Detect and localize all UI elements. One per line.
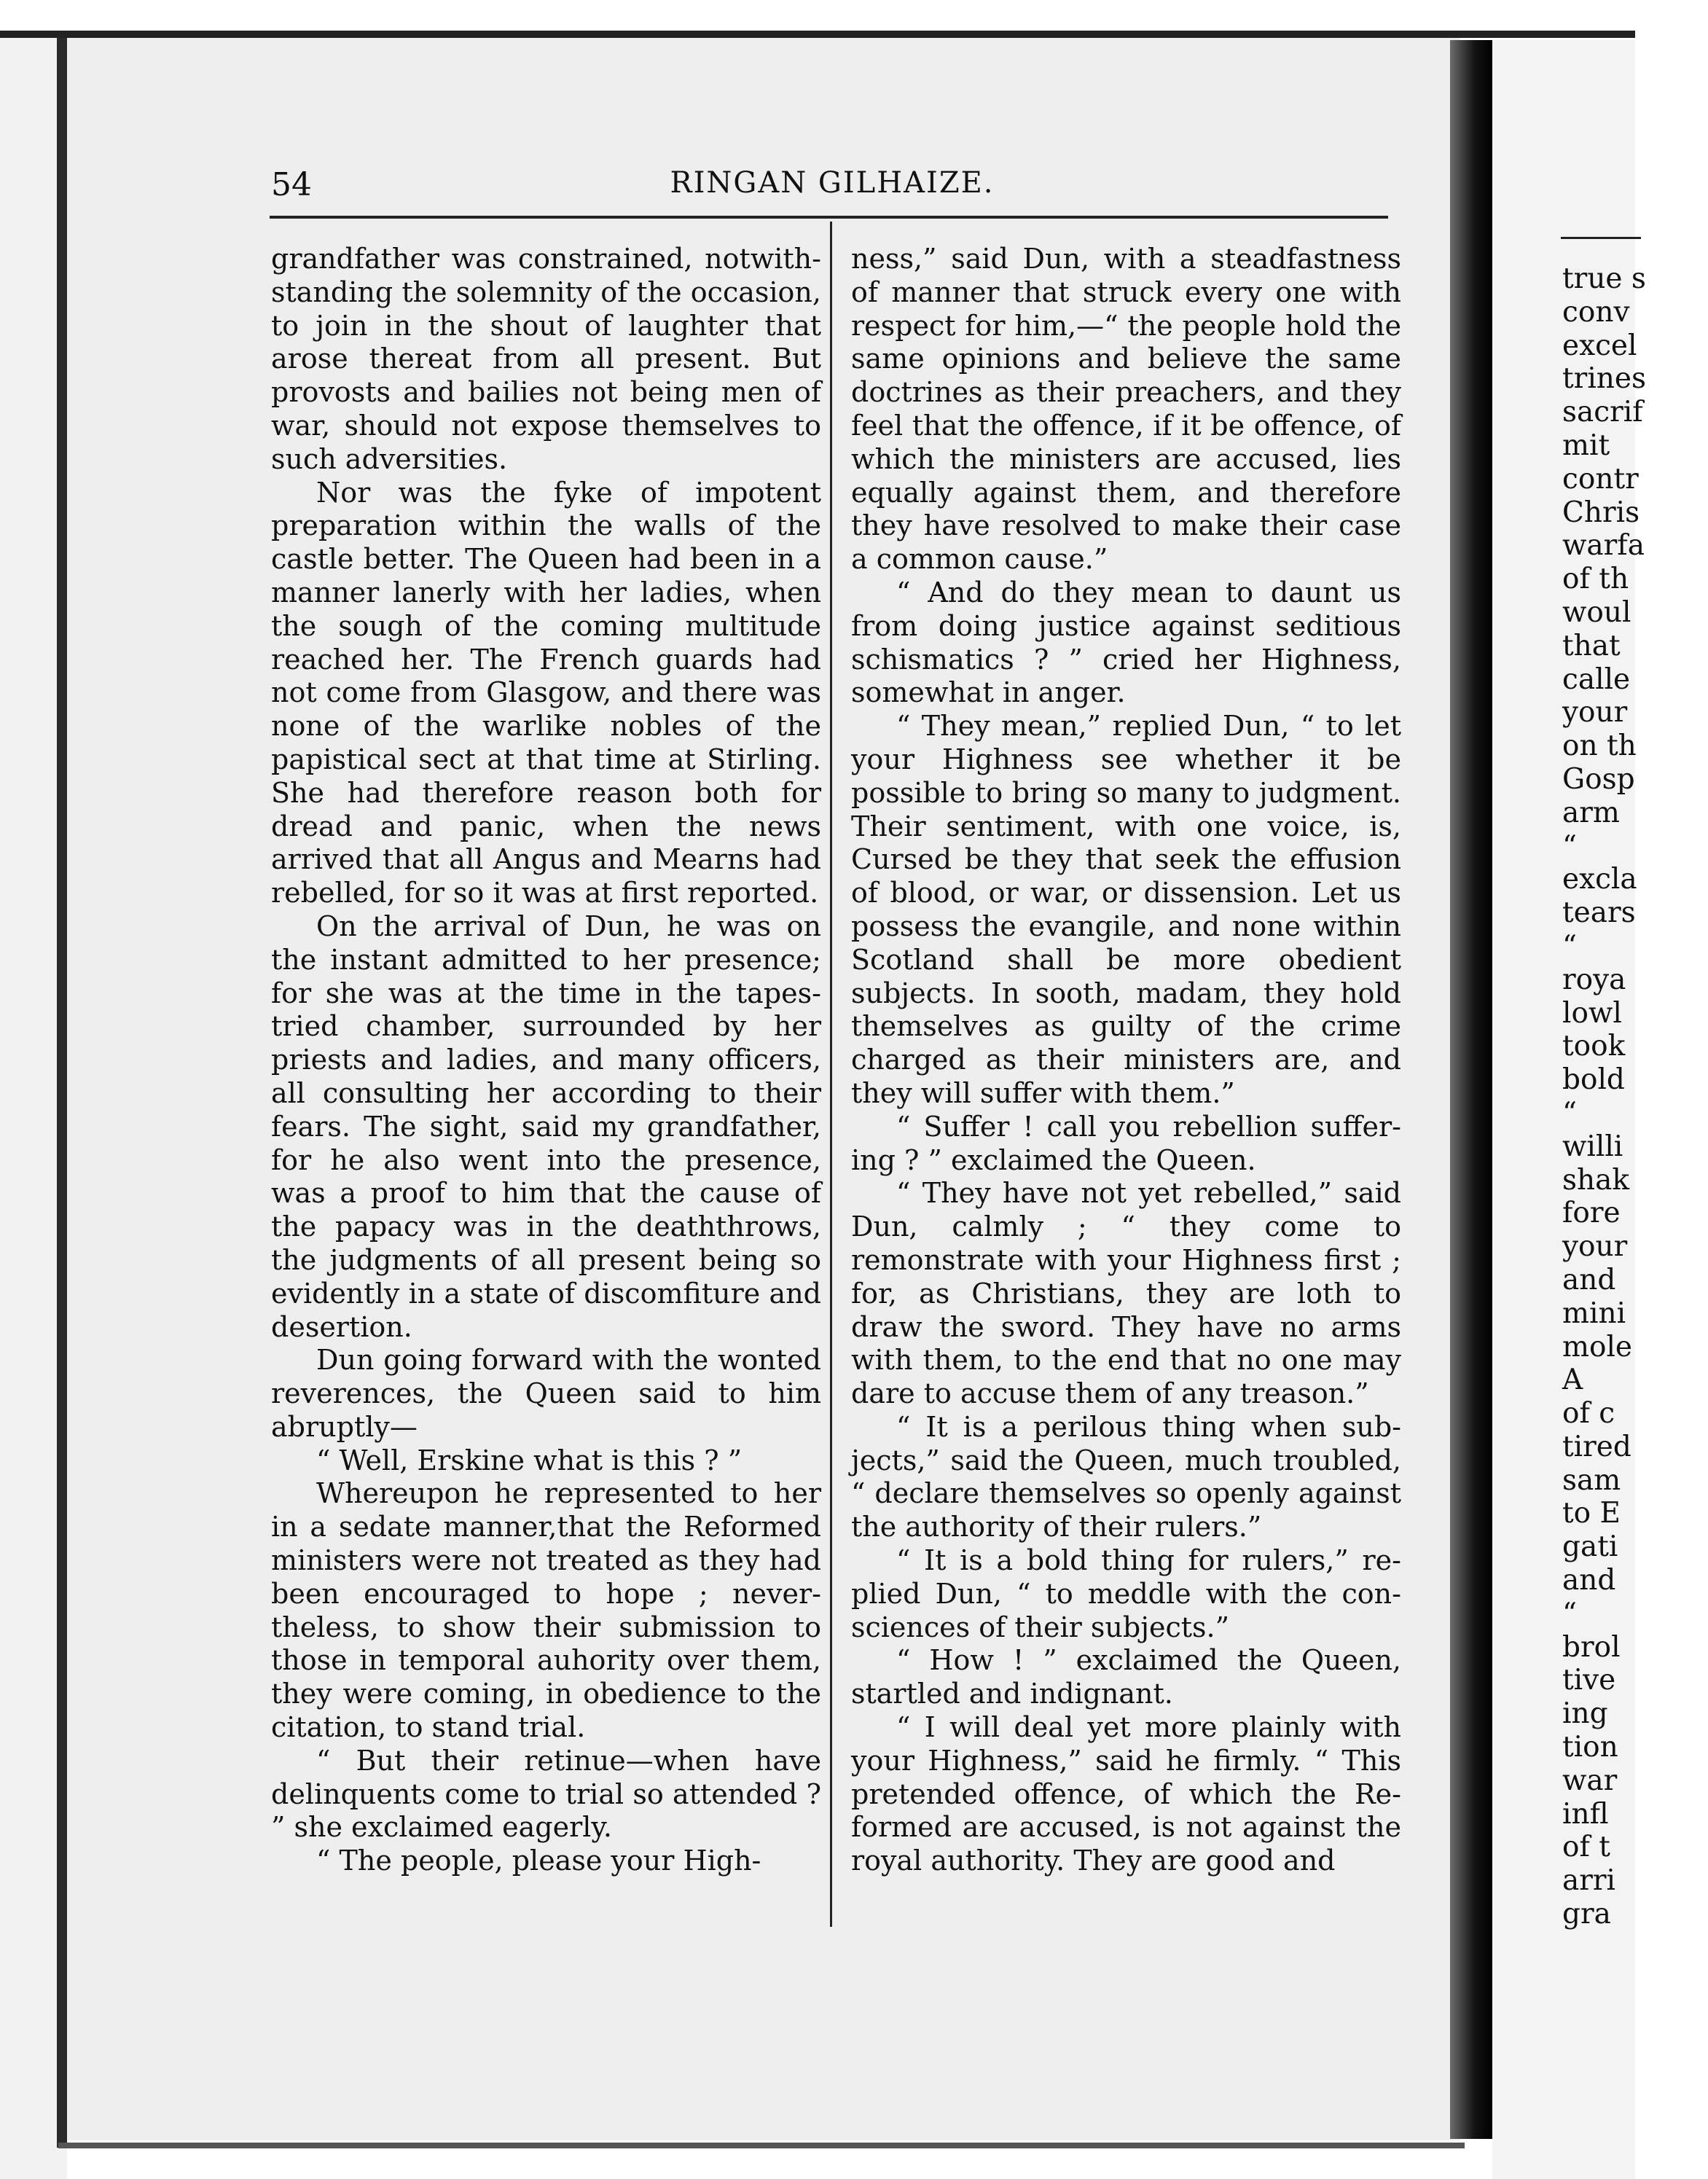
facing-page-line: infl bbox=[1562, 1797, 1609, 1831]
paragraph: “ It is a bold thing for rulers,” replied Dun, “ to meddle with the consciences of their subjects.” bbox=[851, 1544, 1401, 1643]
facing-page-line: trines bbox=[1562, 362, 1647, 396]
facing-page-line: your bbox=[1562, 696, 1628, 729]
paragraph: “ Suffer ! call you rebellion suffering ? ” exclaimed the Queen. bbox=[851, 1110, 1401, 1176]
running-title: RINGAN GILHAIZE. bbox=[670, 166, 995, 200]
facing-page-line: your bbox=[1562, 1230, 1628, 1264]
facing-page-line: to E bbox=[1562, 1497, 1621, 1530]
facing-page-line: conv bbox=[1562, 295, 1630, 329]
facing-page-line: that bbox=[1562, 629, 1621, 662]
page-bottom-edge bbox=[58, 2143, 1465, 2148]
left-column bbox=[271, 243, 821, 1878]
paragraph: “ And do they mean to daunt us from doing justice against seditious schismatics ? ” cried her Highness, somewhat in anger. bbox=[851, 576, 1401, 709]
facing-page-line: “ bbox=[1562, 929, 1577, 963]
facing-page-line: of t bbox=[1562, 1831, 1610, 1864]
facing-page-line: took bbox=[1562, 1030, 1626, 1063]
facing-page-line: gra bbox=[1562, 1898, 1611, 1931]
scan-top-edge bbox=[0, 31, 1635, 38]
facing-page-line: shak bbox=[1562, 1163, 1630, 1197]
facing-page-line: Gosp bbox=[1562, 762, 1635, 796]
facing-page-text bbox=[1562, 262, 1708, 1931]
facing-page-line: mole bbox=[1562, 1330, 1633, 1364]
paragraph: “ They have not yet rebelled,” said Dun, calmly ; “ they come to remonstrate with your Highness first ; for, as Christians, they are loth to draw the sword. They have no arms with them, to the end that no one may dare to accuse them of any treason.” bbox=[851, 1177, 1401, 1410]
facing-page-line: roya bbox=[1562, 963, 1626, 996]
facing-page-line: calle bbox=[1562, 662, 1631, 696]
facing-page-line: gati bbox=[1562, 1530, 1618, 1564]
facing-page-line: excla bbox=[1562, 863, 1637, 896]
facing-page-line: war bbox=[1562, 1764, 1618, 1797]
paragraph: Whereupon he represented to her in a sedate manner,that the Reformed ministers were not treated as they had been encouraged to hope ; nevertheless, to show their submission to those in temporal auhority over them, they were coming, in obedience to the citation, to stand trial. bbox=[271, 1477, 821, 1744]
facing-page-line: tears bbox=[1562, 896, 1636, 930]
facing-page-line: “ bbox=[1562, 1096, 1577, 1130]
paragraph: ness,” said Dun, with a steadfastness of manner that struck every one with respect for him,—“ the people hold the same opinions and believe the same doctrines as their preachers, and they feel that the offence, if it be offence, of which the ministers are accused, lies equally against them, and therefore they have resolved to make their case a common cause.” bbox=[851, 243, 1401, 576]
page-left-edge bbox=[57, 38, 67, 2148]
paragraph: Nor was the fyke of impotent preparation within the walls of the castle better. The Queen had been in a manner lanerly with her ladies, when the sough of the coming multitude reached her. The French guards had not come from Glasgow, and there was none of the warlike nobles of the papistical sect at that time at Stirling. She had therefore reason both for dread and panic, when the news arrived that all Angus and Mearns had rebelled, for so it was at first reported. bbox=[271, 476, 821, 909]
facing-page-line: tive bbox=[1562, 1664, 1616, 1697]
facing-page-line: willi bbox=[1562, 1130, 1623, 1163]
facing-page-line: contr bbox=[1562, 462, 1639, 496]
facing-page-line: and bbox=[1562, 1564, 1616, 1597]
facing-page-line: bold bbox=[1562, 1063, 1625, 1097]
facing-page-rule bbox=[1561, 237, 1641, 239]
facing-page bbox=[1492, 40, 1647, 2179]
facing-page-line: of c bbox=[1562, 1397, 1615, 1431]
paragraph: “ They mean,” replied Dun, “ to let your Highness see whether it be possible to bring so many to judgment. Their sentiment, with one voice, is, Cursed be they that seek the effusion of blood, or war, or dissension. Let us possess the evangile, and none within Scotland shall be more obedient subjects. In sooth, madam, they hold themselves as guilty of the crime charged as their ministers are, and they will suffer with them.” bbox=[851, 710, 1401, 1109]
facing-page-line: arm bbox=[1562, 796, 1620, 829]
facing-page-line: tion bbox=[1562, 1731, 1618, 1764]
paragraph: On the arrival of Dun, he was on the instant admitted to her presence; for she was at the time in the tapestried chamber, surrounded by her priests and ladies, and many officers, all consulting her according to their fears. The sight, said my grandfather, for he also went into the presence, was a proof to him that the cause of the papacy was in the deaththrows, the judgments of all present being so evidently in a state of discomfiture and desertion. bbox=[271, 909, 821, 1343]
facing-page-line: excel bbox=[1562, 329, 1637, 362]
facing-page-line: true s bbox=[1562, 262, 1646, 295]
header-rule bbox=[270, 216, 1388, 219]
facing-page-line: arri bbox=[1562, 1864, 1616, 1898]
right-column bbox=[851, 243, 1401, 1878]
book-spine-shadow bbox=[1450, 40, 1492, 2139]
facing-page-line: sacrif bbox=[1562, 396, 1643, 429]
facing-page-line: Chris bbox=[1562, 496, 1640, 529]
paragraph: “ I will deal yet more plainly with your Highness,” said he firmly. “ This pretended offence, of which the Reformed are accused, is not against the royal authority. They are good and bbox=[851, 1711, 1401, 1877]
facing-page-line: on th bbox=[1562, 729, 1637, 763]
page-number: 54 bbox=[271, 166, 312, 203]
facing-page-line: and bbox=[1562, 1263, 1616, 1296]
facing-page-line: woul bbox=[1562, 595, 1631, 629]
facing-page-line: brol bbox=[1562, 1630, 1621, 1664]
facing-page-line: “ bbox=[1562, 1597, 1577, 1630]
paragraph: “ How ! ” exclaimed the Queen, startled and indignant. bbox=[851, 1644, 1401, 1710]
facing-page-line: ing bbox=[1562, 1697, 1608, 1731]
facing-page-line: of th bbox=[1562, 563, 1629, 596]
paragraph: “ Well, Erskine what is this ? ” bbox=[316, 1444, 743, 1476]
facing-page-line: lowl bbox=[1562, 996, 1622, 1030]
paragraph: Dun going forward with the wonted reverences, the Queen said to him abruptly— bbox=[271, 1344, 821, 1443]
facing-page-line: fore bbox=[1562, 1197, 1621, 1230]
column-divider bbox=[830, 222, 832, 1927]
paragraph: “ It is a perilous thing when subjects,” said the Queen, much troubled, “ declare themselves so openly against the authority of their rulers.” bbox=[851, 1410, 1401, 1544]
facing-page-line: mit bbox=[1562, 429, 1610, 462]
paragraph: “ The people, please your High- bbox=[316, 1844, 761, 1877]
paragraph: “ But their retinue—when have delinquents come to trial so attended ? ” she exclaimed eagerly. bbox=[271, 1744, 821, 1844]
facing-page-line: tired bbox=[1562, 1430, 1631, 1463]
facing-page-line: sam bbox=[1562, 1463, 1621, 1497]
page-header bbox=[271, 166, 1393, 207]
facing-page-line: mini bbox=[1562, 1296, 1626, 1330]
paragraph: grandfather was constrained, notwithstanding the solemnity of the occasion, to join in the shout of laughter that arose thereat from all present. But provosts and bailies not being men of war, should not expose themselves to such adversities. bbox=[271, 243, 821, 475]
facing-page-line: “ bbox=[1562, 829, 1577, 863]
facing-page-line: warfa bbox=[1562, 529, 1645, 563]
facing-page-line: A bbox=[1562, 1364, 1583, 1397]
